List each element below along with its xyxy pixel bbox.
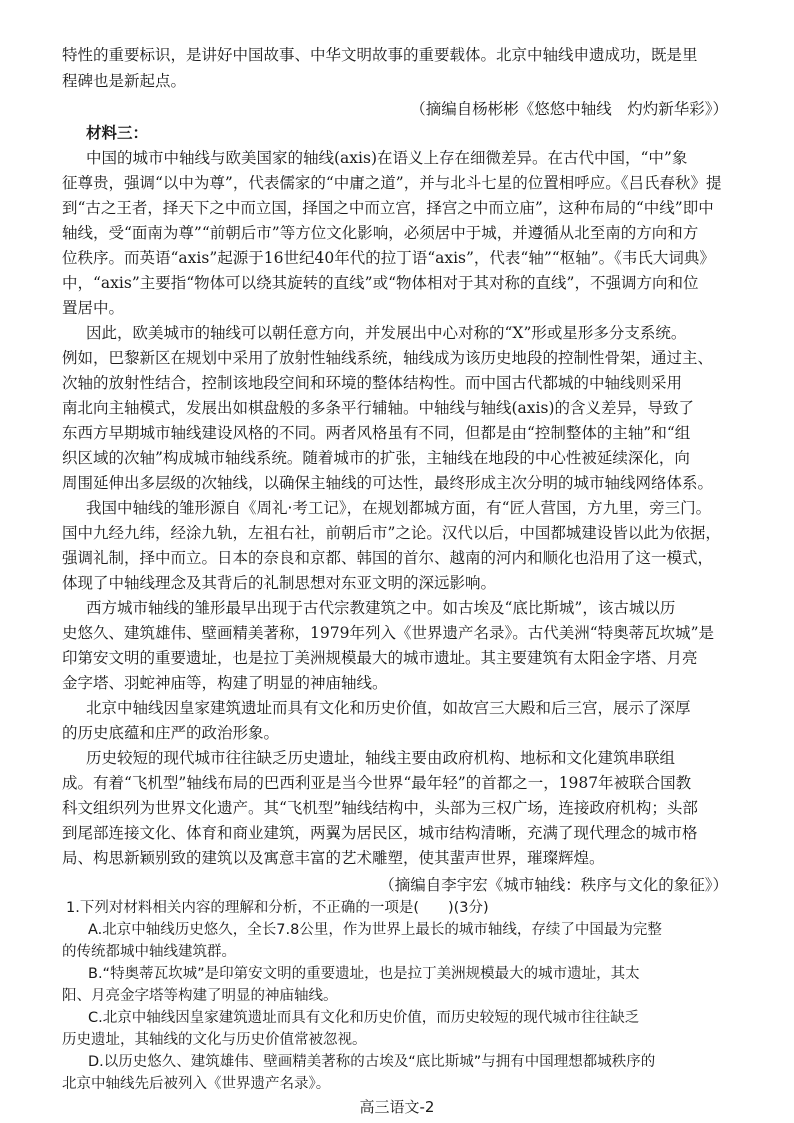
paragraph-4-line: 史悠久、建筑雄伟、壁画精美著称，1979年列入《世界遗产名录》。古代美洲“特奥蒂瓦坎城”是 [62,624,715,642]
paragraph-1-line: 征尊贵，强调“以中为尊”，代表儒家的“中庸之道”，并与北斗七星的位置相呼应。《吕氏春秋》提 [62,174,722,192]
paragraph-3-line: 我国中轴线的雏形源自《周礼·考工记》，在规划都城方面，有“匠人营国，方九里，旁三门。 [86,499,712,517]
question-1-stem: 1.下列对材料相关内容的理解和分析，不正确的一项是( )(3分) [66,900,489,916]
option-c-line: 历史遗址，其轴线的文化与历史价值常被忽视。 [62,1032,367,1048]
paragraph-2-line: 东西方早期城市轴线建设风格的不同。两者风格虽有不同，但都是由“控制整体的主轴”和“组 [62,424,691,442]
paragraph-4-line: 金字塔、羽蛇神庙等，构建了明显的神庙轴线。 [62,674,388,692]
paragraph-5-line: 北京中轴线因皇家建筑遗址而具有文化和历史价值，如故宫三大殿和后三宫，展示了深厚 [86,699,691,717]
option-d-line: D.以历史悠久、建筑雄伟、壁画精美著称的古埃及“底比斯城”与拥有中国理想都城秩序的 [88,1054,656,1070]
paragraph-4-line: 西方城市轴线的雏形最早出现于古代宗教建筑之中。如古埃及“底比斯城”，该古城以历 [86,599,676,617]
source-citation-2: （摘编自李宇宏《城市轴线：秩序与文化的象征》） [379,876,728,894]
intro-line-2: 程碑也是新起点。 [62,72,187,90]
option-a-line: 的传统都城中轴线建筑群。 [62,944,236,960]
option-a-line: A.北京中轴线历史悠久，全长7.8公里，作为世界上最长的城市轴线，存续了中国最为完整 [88,922,662,938]
option-b-line: B.“特奥蒂瓦坎城”是印第安文明的重要遗址，也是拉丁美洲规模最大的城市遗址，其太 [88,966,640,982]
paragraph-6-line: 成。有着“飞机型”轴线布局的巴西利亚是当今世界“最年轻”的首都之一，1987年被联合国教 [62,774,692,792]
paragraph-6-line: 局、构思新颖别致的建筑以及寓意丰富的艺术雕塑，使其蜚声世界，璀璨辉煌。 [62,849,605,867]
paragraph-2-line: 南北向主轴模式，发展出如棋盘般的多条平行辅轴。中轴线与轴线(axis)的含义差异，导致了 [62,399,694,417]
paragraph-6-line: 到尾部连接文化、体育和商业建筑，两翼为居民区，城市结构清晰，充满了现代理念的城市格 [62,824,698,842]
paragraph-2-line: 织区域的次轴”构成城市轴线系统。随着城市的扩张，主轴线在地段的中心性被延续深化，向 [62,449,690,467]
source-citation-1: （摘编自杨彬彬《悠悠中轴线 灼灼新华彩》） [410,100,728,118]
paragraph-2-line: 次轴的放射性结合，控制该地段空间和环境的整体结构性。而中国古代都城的中轴线则采用 [62,374,683,392]
paragraph-3-line: 强调礼制，择中而立。日本的奈良和京都、韩国的首尔、越南的河内和顺化也沿用了这一模式， [62,549,714,567]
paragraph-1-line: 中，“axis”主要指“物体可以绕其旋转的直线”或“物体相对于其对称的直线”，不强调方向和位 [62,274,699,292]
paragraph-1-line: 中国的城市中轴线与欧美国家的轴线(axis)在语义上存在细微差异。在古代中国，“中”象 [86,149,688,167]
paragraph-5-line: 的历史底蕴和庄严的政治形象。 [62,724,280,742]
paragraph-1-line: 轴线，受“面南为尊”“前朝后市”等方位文化影响，必须居中于城，并遵循从北至南的方向和方 [62,224,699,242]
intro-line-1: 特性的重要标识，是讲好中国故事、中华文明故事的重要载体。北京中轴线申遗成功，既是里 [62,46,698,64]
paragraph-3-line: 体现了中轴线理念及其背后的礼制思想对东亚文明的深远影响。 [62,574,497,592]
paragraph-2-line: 因此，欧美城市的轴线可以朝任意方向，并发展出中心对称的“X”形或星形多分支系统。 [86,324,687,342]
paragraph-1-line: 位秩序。而英语“axis”起源于16世纪40年代的拉丁语“axis”，代表“轴”“枢轴”。《韦氏大词典》 [62,249,715,267]
option-c-line: C.北京中轴线因皇家建筑遗址而具有文化和历史价值，而历史较短的现代城市往往缺乏 [88,1010,640,1026]
option-d-line: 北京中轴线先后被列入《世界遗产名录》。 [62,1076,331,1092]
option-b-line: 阳、月亮金字塔等构建了明显的神庙轴线。 [62,988,338,1004]
paragraph-4-line: 印第安文明的重要遗址，也是拉丁美洲规模最大的城市遗址。其主要建筑有太阳金字塔、月亮 [62,649,698,667]
paragraph-6-line: 历史较短的现代城市往往缺乏历史遗址，轴线主要由政府机构、地标和文化建筑串联组 [86,749,676,767]
paragraph-2-line: 周围延伸出多层级的次轴线，以确保主轴线的可达性，最终形成主次分明的城市轴线网络体系。 [62,474,714,492]
page-footer: 高三语文-2 [359,1098,435,1116]
paragraph-1-line: 到“古之王者，择天下之中而立国，择国之中而立宫，择宫之中而立庙”，这种布局的“中线”即中 [62,199,714,217]
paragraph-1-line: 置居中。 [62,299,125,317]
paragraph-6-line: 科文组织列为世界文化遗产。其“飞机型”轴线结构中，头部为三权广场，连接政府机构；头部 [62,799,698,817]
material-3-heading: 材料三： [86,123,149,142]
paragraph-3-line: 国中九经九纬，经涂九轨，左祖右社，前朝后市”之论。汉代以后，中国都城建设皆以此为依据， [62,524,721,542]
paragraph-2-line: 例如，巴黎新区在规划中采用了放射性轴线系统，轴线成为该历史地段的控制性骨架，通过主、 [62,349,714,367]
